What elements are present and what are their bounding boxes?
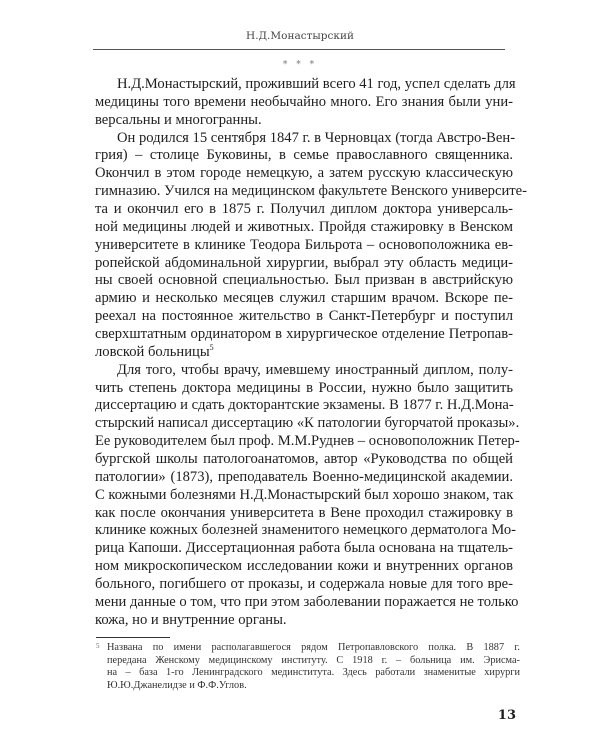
text-line: Для того, чтобы врачу, имевшему иностранный диплом, полу- [117, 361, 513, 378]
paragraph [95, 76, 516, 130]
text-line: рица Капоши. Диссертационная работа была основана на тщатель- [95, 540, 513, 557]
text-line: сверхштатным ординатором в хирургическое отделение Петропав- [95, 326, 513, 343]
text-line: ны своей основной специальностью. Был призван в австрийскую [95, 272, 513, 289]
running-header: Н.Д.Монастырский [246, 30, 354, 42]
footnote-number: 5 [96, 642, 100, 650]
text-line: университете в клинике Теодора Бильрота – основоположника ев- [95, 236, 513, 253]
text-line: армию и несколько месяцев служил старшим врачом. Вскоре пе- [95, 290, 513, 307]
footnote-line: Названа по имени располагавшегося рядом Петропавловского полка. В 1887 г. [107, 642, 520, 653]
text-line: чить степень доктора медицины в России, нужно было защитить [95, 379, 513, 396]
text-line: версальны и многогранны. [95, 111, 262, 128]
text-line: Ее руководителем был проф. М.М.Руднев – основоположник Петер- [95, 433, 520, 450]
text-line: бургской школы патологоанатомов, автор «Руководства по общей [95, 451, 513, 468]
footnote-line: передана Женскому медицинскому институту. С 1918 г. – больница им. Эрисма- [107, 654, 520, 666]
text-line: как после окончания университета в Вене проходил стажировку в [95, 504, 513, 521]
text-line: Окончил в этом городе немецкую, а затем русскую классическую [95, 165, 513, 182]
footnote-line: Ю.Ю.Джанелидзе и Ф.Ф.Углов. [107, 679, 247, 691]
text-line: медицины того времени необычайно много. Его знания были уни- [95, 93, 513, 110]
section-separator: * * * [282, 60, 318, 70]
text-line: мени данные о том, что при этом заболевании поражается не только [95, 593, 519, 610]
text-line: ропейской абдоминальной хирургии, выбрал эту область медици- [95, 254, 513, 271]
text-line: грия) – столице Буковины, в семье православного священника. [95, 147, 513, 164]
text-line: стырский написал диссертацию «К патологии бугорчатой проказы». [95, 415, 520, 432]
footnote-rule [96, 637, 170, 638]
text-line: диссертацию и сдать докторантские экзамены. В 1877 г. Н.Д.Мона- [95, 397, 514, 414]
main-text [95, 76, 527, 630]
text-line: клинике кожных болезней знаменитого немецкого дерматолога Мо- [95, 522, 516, 539]
paragraph [95, 361, 520, 630]
footnote [96, 642, 520, 692]
page-number: 13 [497, 708, 516, 723]
text-line: ной медицины людей и животных. Пройдя стажировку в Венском [95, 218, 513, 235]
footnote-line: на – база 1-го Ленинградского мединститута. Здесь работали знаменитые хирурги [107, 667, 520, 679]
footnote-reference[interactable]: 5 [209, 343, 214, 353]
text-line: ловской больницы$^5$ [95, 343, 214, 360]
text-line: Он родился 15 сентября 1847 г. в Черновцах (тогда Австро-Вен- [117, 129, 516, 146]
text-line: патологии» (1873), преподаватель Военно-медицинской академии. [95, 468, 513, 485]
text-line: та и окончил его в 1875 г. Получил диплом доктора универсаль- [95, 201, 513, 218]
text-line: гимназию. Учился на медицинском факультете Венского университе- [95, 183, 527, 200]
text-line: С кожными болезнями Н.Д.Монастырский был хорошо знаком, так [95, 486, 514, 503]
text-line: больного, погибшего от проказы, и содержала новые для того вре- [95, 576, 513, 593]
paragraph [95, 129, 527, 362]
text-line: кожа, но и внутренние органы. [95, 611, 287, 628]
text-line: реехал на постоянное жительство в Санкт-Петербург и поступил [95, 308, 513, 325]
header-rule [93, 49, 505, 50]
text-line: Н.Д.Монастырский, проживший всего 41 год, успел сделать для [117, 76, 516, 92]
text-line: ном микроскопическом исследовании кожи и внутренних органов [95, 558, 513, 575]
